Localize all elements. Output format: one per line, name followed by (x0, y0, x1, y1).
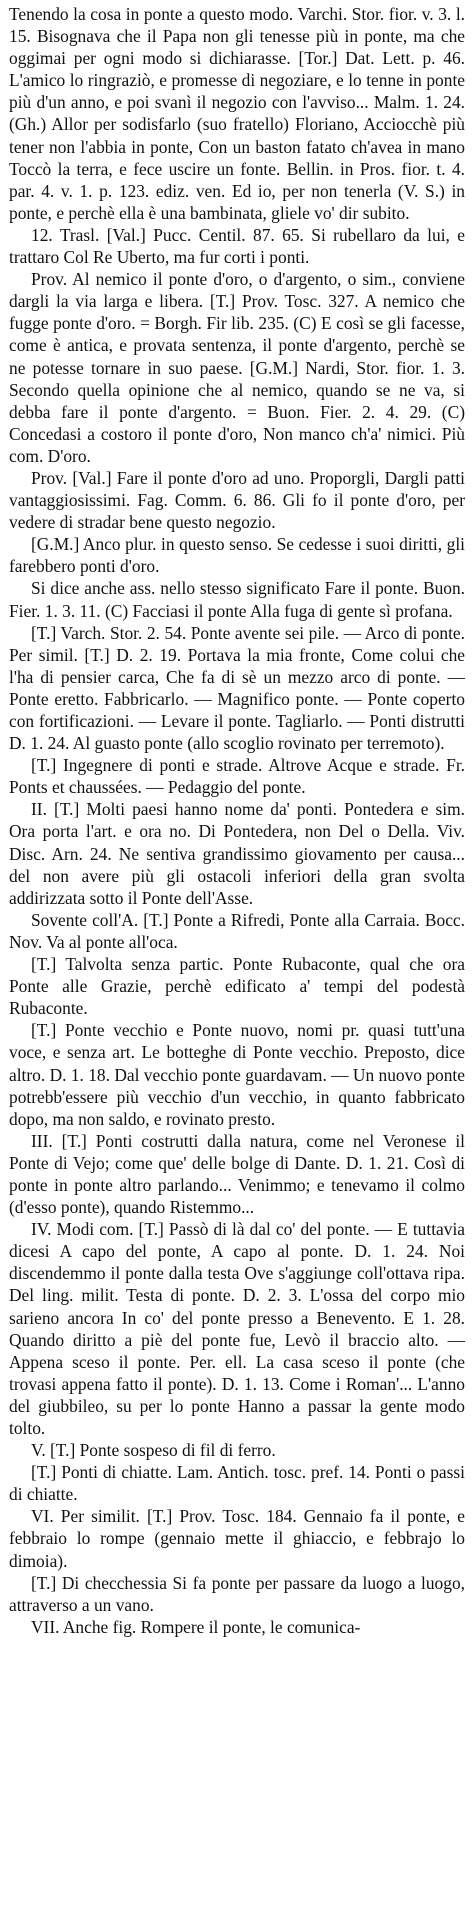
entry-paragraph: Si dice anche ass. nello stesso significato Fare il ponte. Buon. Fier. 1. 3. 11. (C) Facciasi il ponte Alla fuga di gente sì profana. (9, 578, 465, 621)
entry-paragraph: [T.] Talvolta senza partic. Ponte Rubaconte, qual che ora Ponte alle Grazie, perchè edificato a' tempi del podestà Rubaconte. (9, 954, 465, 1019)
entry-paragraph: V. [T.] Ponte sospeso di fil di ferro. (31, 1440, 276, 1461)
entry-paragraph: [G.M.] Anco plur. in questo senso. Se cedesse i suoi diritti, gli farebbero ponti d'oro. (9, 534, 465, 577)
entry-paragraph: III. [T.] Ponti costrutti dalla natura, come nel Veronese il Ponte di Vejo; come que' delle bolge di Dante. D. 1. 21. Così di ponte in ponte altro parlando... Venimmo; e tenevamo il colmo (d'esso ponte), quando Ristemmo... (9, 1130, 465, 1218)
entry-paragraph: Prov. Al nemico il ponte d'oro, o d'argento, o sim., conviene dargli la via larga e libera. [T.] Prov. Tosc. 327. A nemico che fugge ponte d'oro. = Borgh. Fir lib. 235. (C) E così se gli facesse, come è antica, e provata sentenza, il ponte d'argento, perchè se ne potesse tornare in suo paese. [G.M.] Nardi, Stor. fior. 1. 3. Secondo quella opinione che al nemico, quando se ne va, si debba fare il ponte d'argento. = Buon. Fier. 2. 4. 29. (C) Concedasi a costoro il ponte d'oro, Non manco ch'a' nimici. Più com. D'oro. (9, 269, 465, 466)
entry-paragraph: 12. Trasl. [Val.] Pucc. Centil. 87. 65. Si rubellaro da lui, e trattaro Col Re Uberto, ma fur corti i ponti. (9, 224, 465, 268)
entry-paragraph: [T.] Ponte vecchio e Ponte nuovo, nomi pr. quasi tutt'una voce, e senza art. Le botteghe di Ponte vecchio. Preposto, dice altro. D. 1. 18. Dal vecchio ponte guardavam. — Un nuovo ponte potrebb'essere più vecchio d'un vecchio, in quanto fabbricato dopo, ma non saldo, e rovinato presto. (9, 1020, 465, 1129)
entry-paragraph: Tenendo la cosa in ponte a questo modo. Varchi. Stor. fior. v. 3. l. 15. Bisognava che il Papa non gli tenesse più in ponte, ma che oggimai per ogni modo si dichiarasse. [Tor.] Dat. Lett. p. 46. L'amico lo ringraziò, e promesse di negoziare, e lo tenne in ponte più d'un anno, e poi svanì il negozio con l'avviso... Malm. 1. 24. (Gh.) Allor per sodisfarlo (suo fratello) Floriano, Acciocchè più tener non l'abbia in ponte, Con un baston fatato ch'avea in mano Toccò la terra, e fece uscire un fonte. Bellin. in Pros. fior. t. 4. par. 4. v. 1. p. 123. ediz. ven. Ed io, per non tenerla (V. S.) in ponte, e perchè ella è una bambinata, gliele vo' dir subito. (9, 4, 465, 223)
entry-paragraph: [T.] Ponti di chiatte. Lam. Antich. tosc. pref. 14. Ponti o passi di chiatte. (9, 1462, 465, 1505)
entry-paragraph: [T.] Di checchessia Si fa ponte per passare da luogo a luogo, attraverso a un vano. (9, 1572, 465, 1615)
entry-paragraph: II. [T.] Molti paesi hanno nome da' ponti. Pontedera e sim. Ora porta l'art. e ora no. Di Pontedera, non Del o Della. Viv. Disc. Arn. 24. Ne sentiva grandissimo giovamento per causa... del non avere più gli ostacoli inferiori della gran svolta addirizzata sotto il Ponte dell'Asse. (9, 799, 465, 908)
entry-paragraph: VI. Per similit. [T.] Prov. Tosc. 184. Gennaio fa il ponte, e febbraio lo rompe (gennaio mette il ghiaccio, e febbrajo lo dimoia). (9, 1506, 465, 1571)
entry-paragraph: Prov. [Val.] Fare il ponte d'oro ad uno. Proporgli, Dargli patti vantaggiosissimi. Fag. Comm. 6. 86. Gli fo il ponte d'oro, per vedere di stradar bene questo negozio. (9, 467, 465, 533)
entry-paragraph: IV. Modi com. [T.] Passò di là dal co' del ponte. — E tuttavia dicesi A capo del ponte, A capo al ponte. D. 1. 24. Noi discendemmo il ponte dalla testa Ove s'aggiunge coll'ottava ripa. Del ling. milit. Testa di ponte. D. 2. 3. L'ossa del corpo mio sarieno ancora In co' del ponte presso a Benevento. E 1. 28. Quando diritto a piè del ponte fue, Levò il braccio alto. — Appena sceso il ponte. Per. ell. La casa sceso il ponte (che trovasi appena fatto il ponte). D. 1. 13. Come i Roman'... L'anno del giubbileo, su per lo ponte Hanno a passar la gente modo tolto. (9, 1219, 465, 1438)
entry-paragraph: Sovente coll'A. [T.] Ponte a Rifredi, Ponte alla Carraia. Bocc. Nov. Va al ponte all'oca. (9, 909, 465, 952)
entry-paragraph: [T.] Ingegnere di ponti e strade. Altrove Acque e strade. Fr. Ponts et chaussées. — Pedaggio del ponte. (9, 755, 465, 798)
entry-paragraph: VII. Anche fig. Rompere il ponte, le comunica- (31, 1616, 361, 1637)
entry-paragraph: [T.] Varch. Stor. 2. 54. Ponte avente sei pile. — Arco di ponte. Per simil. [T.] D. 2. 19. Portava la mia fronte, Come colui che l'ha di pensier carca, Che fa di sè un mezzo arco di ponte. — Ponte eretto. Fabbricarlo. — Magnifico ponte. — Ponte coperto con fortificazioni. — Levare il ponte. Tagliarlo. — Ponti distrutti D. 1. 24. Al guasto ponte (allo scoglio rovinato per terremoto). (9, 622, 465, 754)
